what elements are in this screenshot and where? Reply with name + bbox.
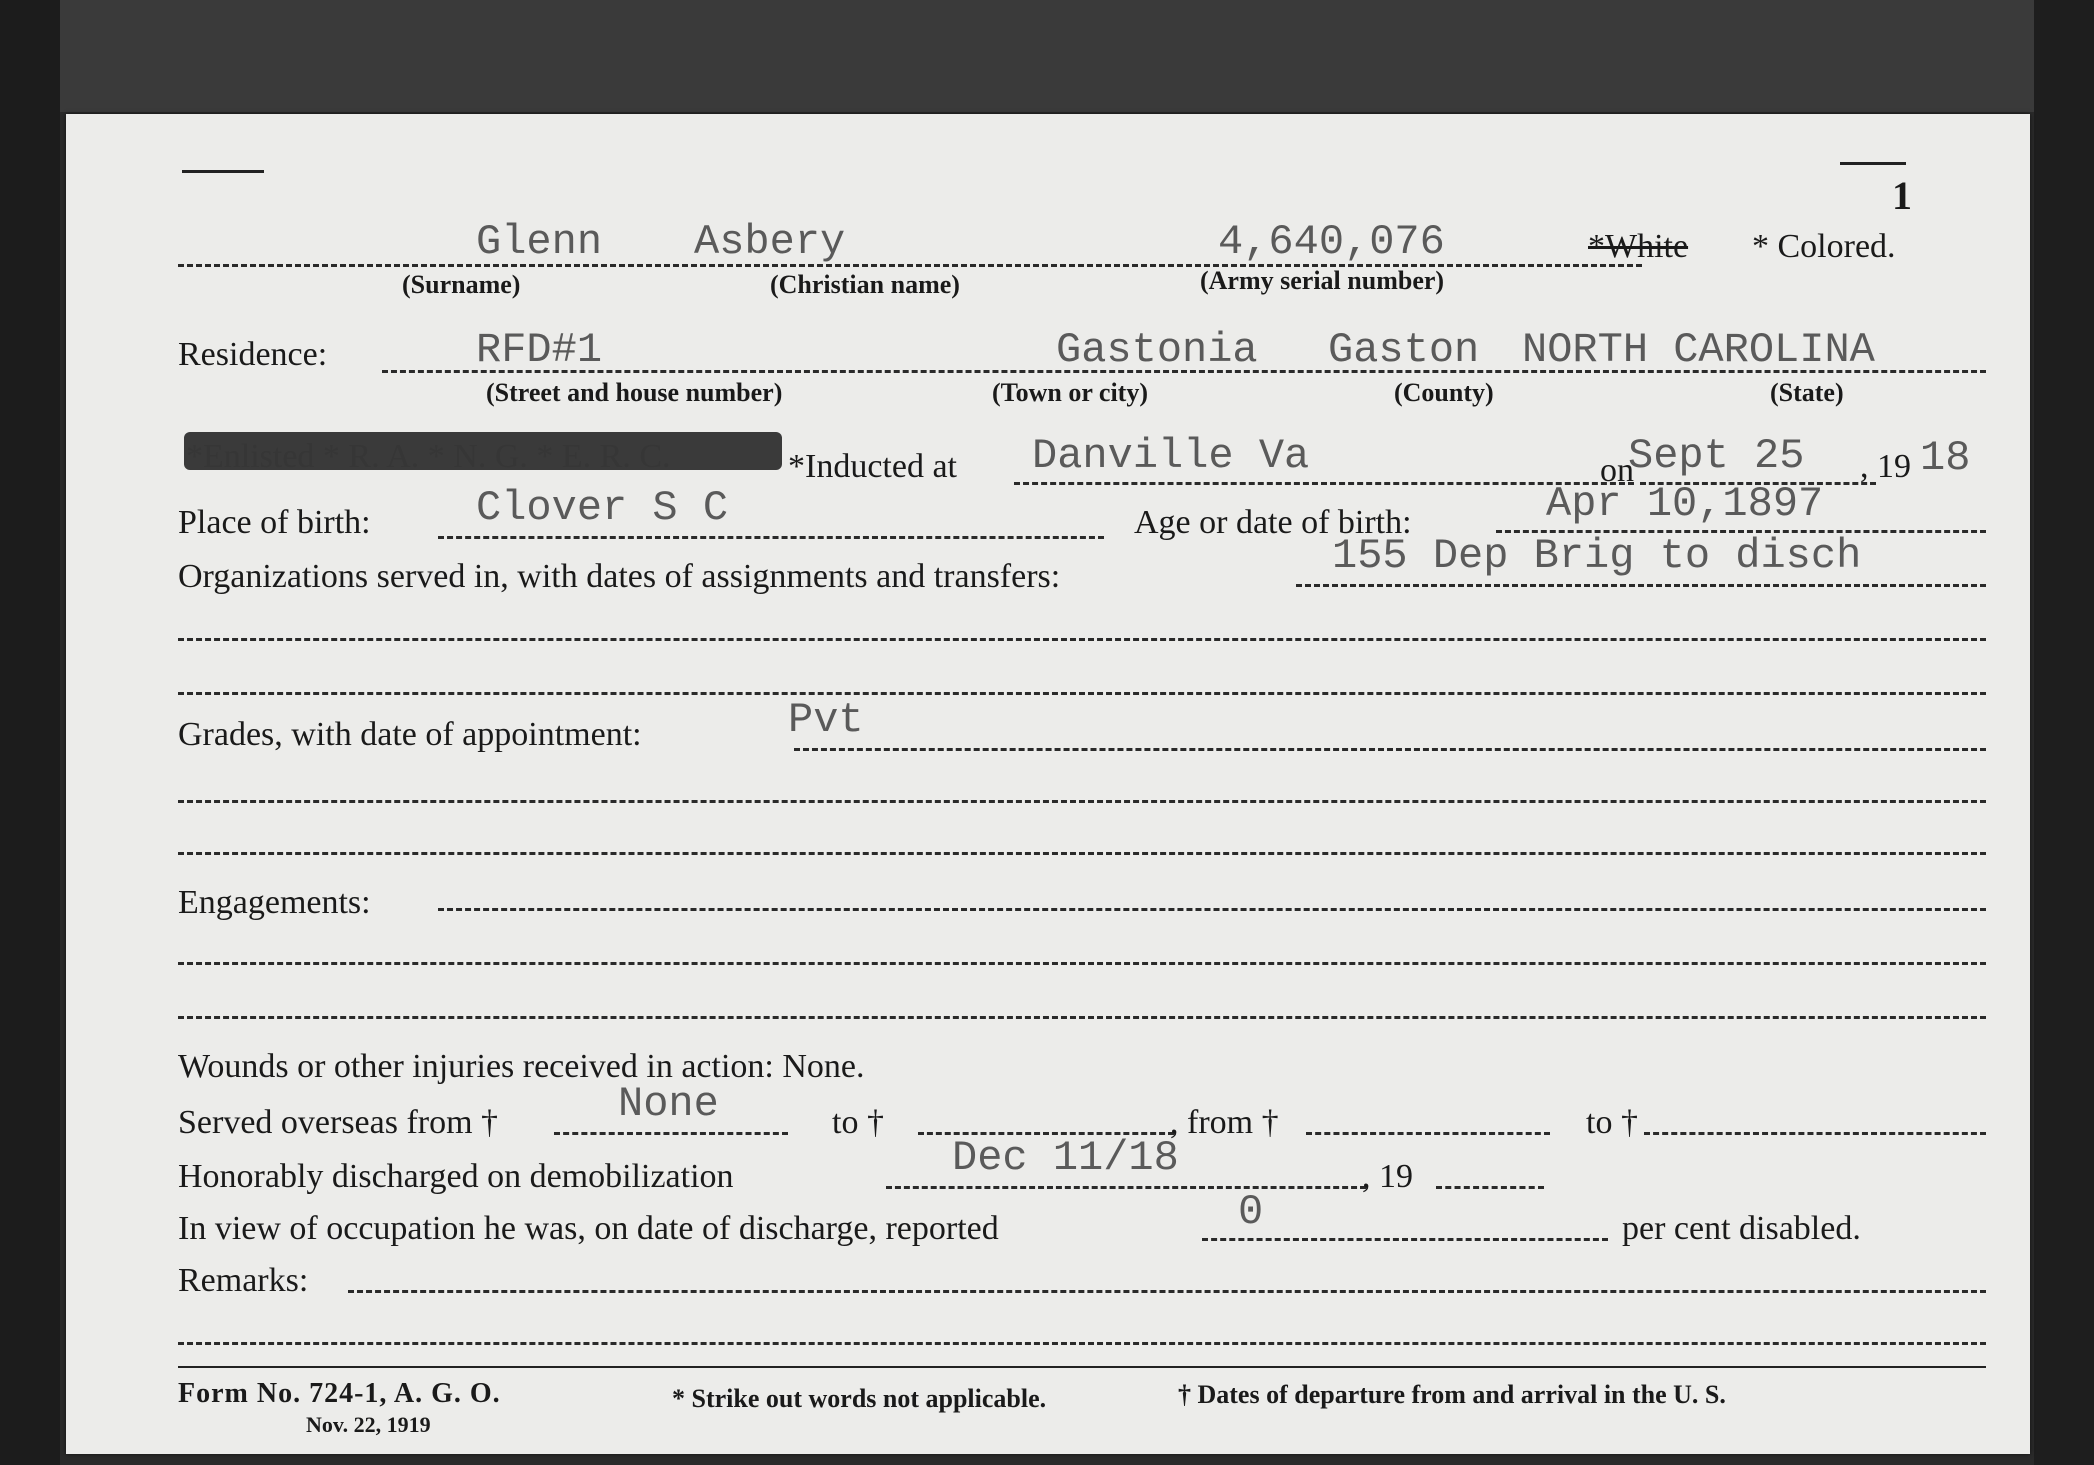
- engagements-rule-3: [178, 1016, 1986, 1019]
- residence-county-value: Gaston: [1328, 326, 1480, 374]
- strike-note: * Strike out words not applicable.: [672, 1384, 1047, 1413]
- overseas-to2-label: to †: [1586, 1104, 1638, 1141]
- county-caption: (County): [1394, 378, 1494, 407]
- discharge-date-rule: [886, 1186, 1366, 1189]
- race-colored: * Colored.: [1752, 228, 1896, 265]
- form-date: Nov. 22, 1919: [306, 1412, 431, 1437]
- card-number: 1: [1892, 173, 1912, 218]
- inducted-year-prefix: , 19: [1860, 448, 1911, 485]
- serial-number-caption: (Army serial number): [1200, 266, 1445, 295]
- discharge-label: Honorably discharged on demobilization: [178, 1158, 734, 1195]
- christian-name-value: Asbery: [694, 218, 846, 266]
- disability-label: In view of occupation he was, on date of discharge, reported: [178, 1210, 999, 1247]
- serial-number-value: 4,640,076: [1218, 218, 1445, 266]
- organizations-rule-3: [178, 692, 1986, 695]
- overseas-from2-rule: [1306, 1132, 1550, 1135]
- form-number: Form No. 724-1, A. G. O.: [178, 1378, 501, 1409]
- remarks-rule-1: [348, 1290, 1986, 1293]
- remarks-rule-2: [178, 1342, 1986, 1345]
- engagements-rule-1: [438, 908, 1986, 911]
- residence-state-value: NORTH CAROLINA: [1522, 326, 1875, 374]
- birthdate-value: Apr 10,1897: [1546, 480, 1824, 528]
- birthplace-value: Clover S C: [476, 484, 729, 532]
- overseas-to-label: to †: [832, 1104, 884, 1141]
- overseas-from2-label: , from †: [1170, 1104, 1279, 1141]
- overseas-from-value: None: [618, 1080, 719, 1128]
- birthplace-label: Place of birth:: [178, 504, 371, 541]
- top-right-rule: [1840, 162, 1906, 165]
- service-record-card: [66, 114, 2030, 1454]
- overseas-from-label: Served overseas from †: [178, 1104, 499, 1141]
- wounds-text: Wounds or other injuries received in action: None.: [178, 1048, 865, 1085]
- organizations-rule-1: [1296, 584, 1986, 587]
- residence-town-value: Gastonia: [1056, 326, 1258, 374]
- residence-label: Residence:: [178, 336, 328, 373]
- overseas-to2-rule: [1644, 1132, 1986, 1135]
- inducted-year-value: 18: [1920, 434, 1971, 482]
- remarks-label: Remarks:: [178, 1262, 309, 1299]
- grades-rule-3: [178, 852, 1986, 855]
- christian-name-caption: (Christian name): [770, 270, 960, 299]
- surname-caption: (Surname): [402, 270, 521, 299]
- inducted-place-rule: [1014, 482, 1634, 485]
- grades-label: Grades, with date of appointment:: [178, 716, 642, 753]
- race-white-struck: *White: [1588, 228, 1689, 265]
- grades-rule-1: [794, 748, 1986, 751]
- engagements-rule-2: [178, 962, 1986, 965]
- dagger-note: † Dates of departure from and arrival in the U. S.: [1178, 1380, 1726, 1409]
- scan-background-top: [0, 0, 2094, 112]
- inducted-place-value: Danville Va: [1032, 432, 1310, 480]
- disability-value: 0: [1238, 1188, 1264, 1236]
- engagements-label: Engagements:: [178, 884, 371, 921]
- overseas-from-rule: [554, 1132, 788, 1135]
- scan-background-left: [0, 0, 60, 1465]
- residence-street-value: RFD#1: [476, 326, 603, 374]
- state-caption: (State): [1770, 378, 1844, 407]
- inducted-date-value: Sept 25: [1628, 432, 1805, 480]
- organizations-rule-2: [178, 638, 1986, 641]
- street-caption: (Street and house number): [486, 378, 783, 407]
- town-caption: (Town or city): [992, 378, 1148, 407]
- disability-rule: [1202, 1238, 1608, 1241]
- grades-rule-2: [178, 800, 1986, 803]
- footer-rule: [178, 1366, 1986, 1368]
- top-left-rule: [182, 170, 264, 173]
- disability-suffix: per cent disabled.: [1622, 1210, 1861, 1247]
- birthplace-rule: [438, 536, 1104, 539]
- inducted-on-label: on: [1600, 452, 1634, 489]
- struck-enlistment-text: *Enlisted * R. A. * N. G. * E. R. C.: [186, 438, 671, 475]
- organizations-value: 155 Dep Brig to disch: [1332, 532, 1862, 580]
- scan-background-right: [2034, 0, 2094, 1465]
- discharge-date-value: Dec 11/18: [952, 1134, 1179, 1182]
- surname-value: Glenn: [476, 218, 603, 266]
- birthdate-label: Age or date of birth:: [1134, 504, 1412, 541]
- inducted-at-label: *Inducted at: [788, 448, 957, 485]
- grades-value: Pvt: [788, 696, 864, 744]
- organizations-label: Organizations served in, with dates of assignments and transfers:: [178, 558, 1061, 595]
- discharge-year-label: , 19: [1362, 1158, 1413, 1195]
- discharge-year-rule: [1436, 1186, 1544, 1189]
